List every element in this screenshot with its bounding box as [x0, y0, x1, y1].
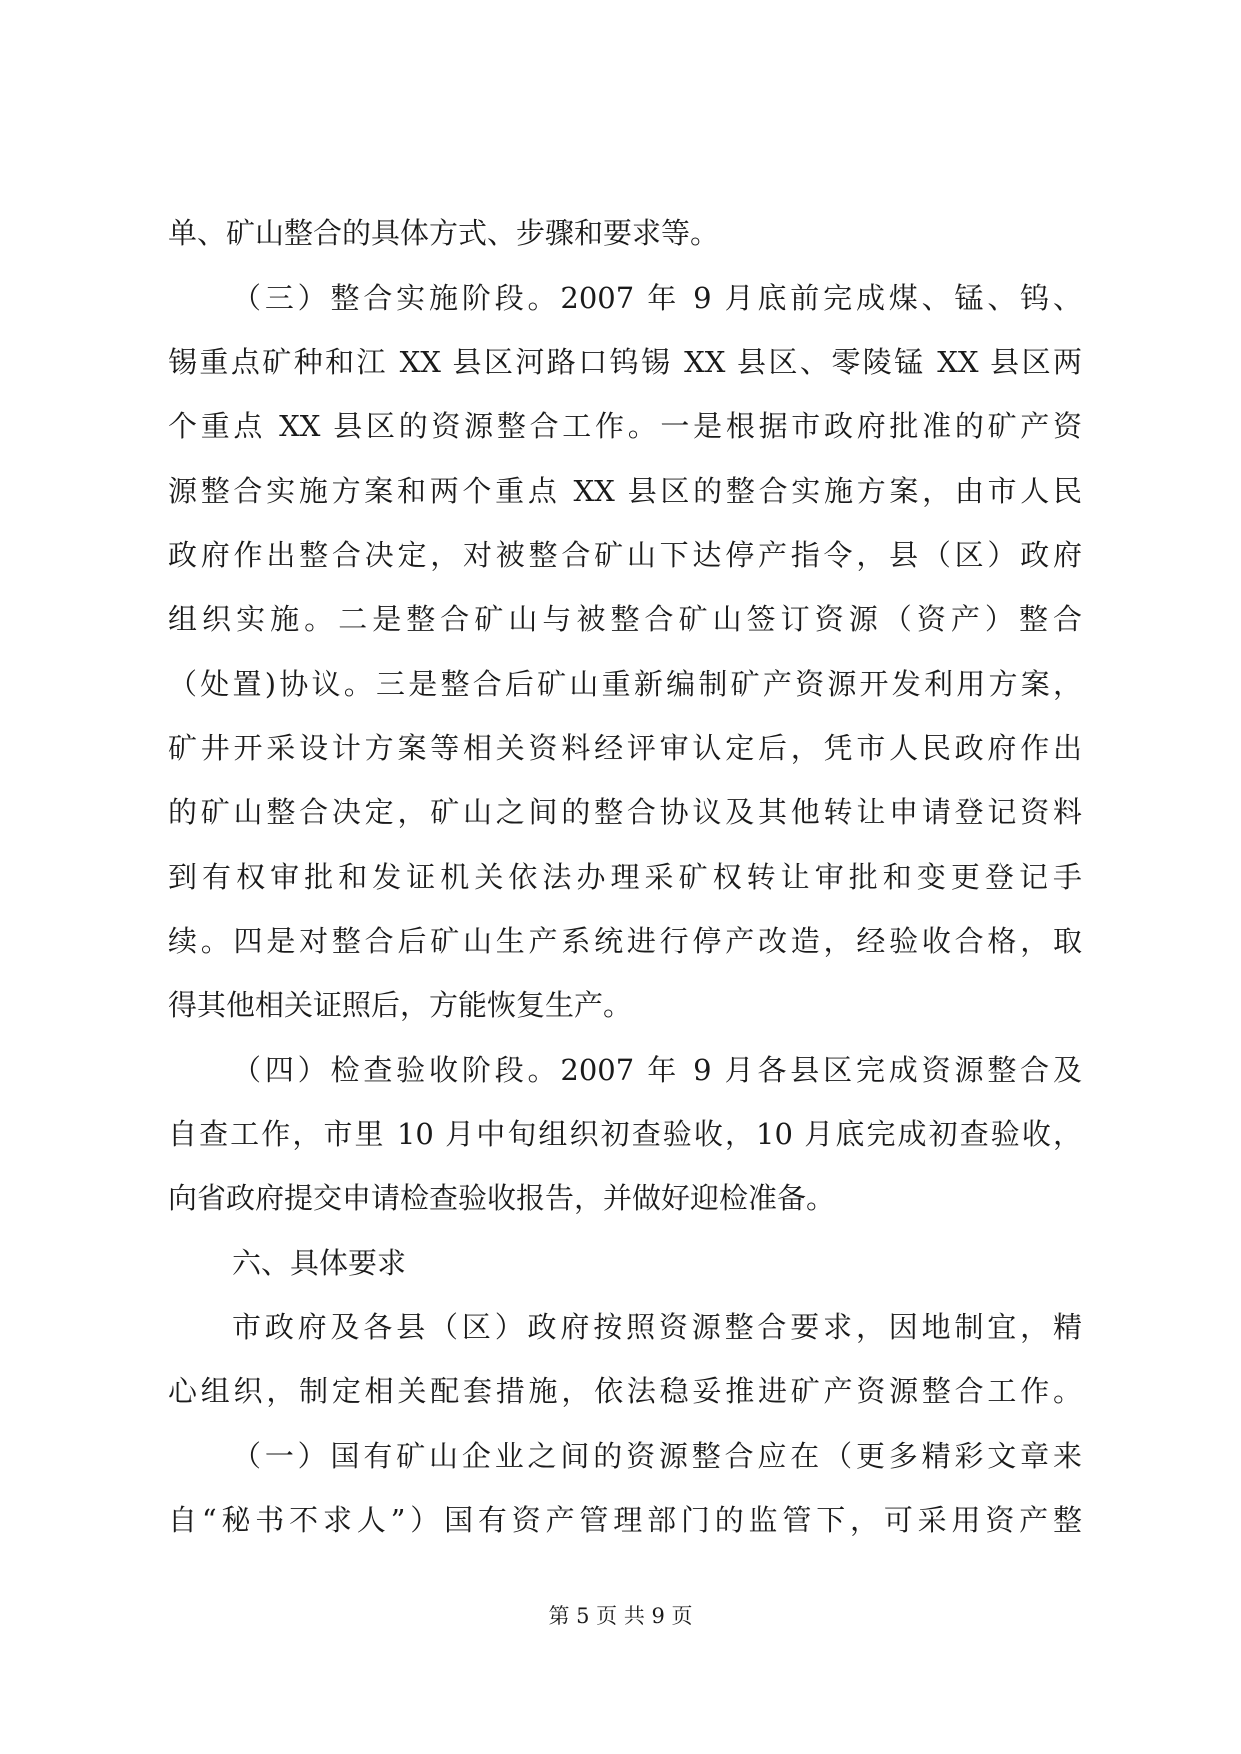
text-line-4: 个重点 XX 县区的资源整合工作。一是根据市政府批准的矿产资: [168, 409, 1082, 443]
text-line-15: 自查工作，市里 10 月中旬组织初查验收，10 月底完成初查验收，: [168, 1117, 1082, 1151]
text-line-14: （四）检查验收阶段。2007 年 9 月各县区完成资源整合及: [232, 1053, 1082, 1087]
text-line-12: 续。四是对整合后矿山生产系统进行停产改造，经验收合格，取: [168, 924, 1082, 958]
section-heading: 六、具体要求: [232, 1246, 407, 1280]
text-line-5: 源整合实施方案和两个重点 XX 县区的整合实施方案，由市人民: [168, 474, 1082, 508]
text-line-1: 单、矿山整合的具体方式、步骤和要求等。: [168, 216, 720, 250]
text-line-19: 心组织，制定相关配套措施，依法稳妥推进矿产资源整合工作。: [168, 1374, 1082, 1408]
text-line-2: （三）整合实施阶段。2007 年 9 月底前完成煤、锰、钨、: [232, 281, 1082, 315]
text-line-13: 得其他相关证照后，方能恢复生产。: [168, 988, 633, 1022]
text-line-20: （一）国有矿山企业之间的资源整合应在（更多精彩文章来: [232, 1439, 1082, 1473]
text-line-8: （处置)协议。三是整合后矿山重新编制矿产资源开发利用方案，: [168, 667, 1082, 701]
text-line-18: 市政府及各县（区）政府按照资源整合要求，因地制宜，精: [232, 1310, 1082, 1344]
text-line-7: 组织实施。二是整合矿山与被整合矿山签订资源（资产）整合: [168, 602, 1082, 636]
text-line-16: 向省政府提交申请检查验收报告，并做好迎检准备。: [168, 1181, 836, 1215]
page-number-footer: 第 5 页 共 9 页: [548, 1604, 693, 1628]
text-line-9: 矿井开采设计方案等相关资料经评审认定后，凭市人民政府作出: [168, 731, 1082, 765]
text-line-11: 到有权审批和发证机关依法办理采矿权转让审批和变更登记手: [168, 860, 1082, 894]
text-line-21: 自“秘书不求人”）国有资产管理部门的监管下，可采用资产整: [168, 1503, 1082, 1537]
text-line-3: 锡重点矿种和江 XX 县区河路口钨锡 XX 县区、零陵锰 XX 县区两: [168, 345, 1082, 379]
text-line-10: 的矿山整合决定，矿山之间的整合协议及其他转让申请登记资料: [168, 795, 1082, 829]
text-line-6: 政府作出整合决定，对被整合矿山下达停产指令，县（区）政府: [168, 538, 1082, 572]
